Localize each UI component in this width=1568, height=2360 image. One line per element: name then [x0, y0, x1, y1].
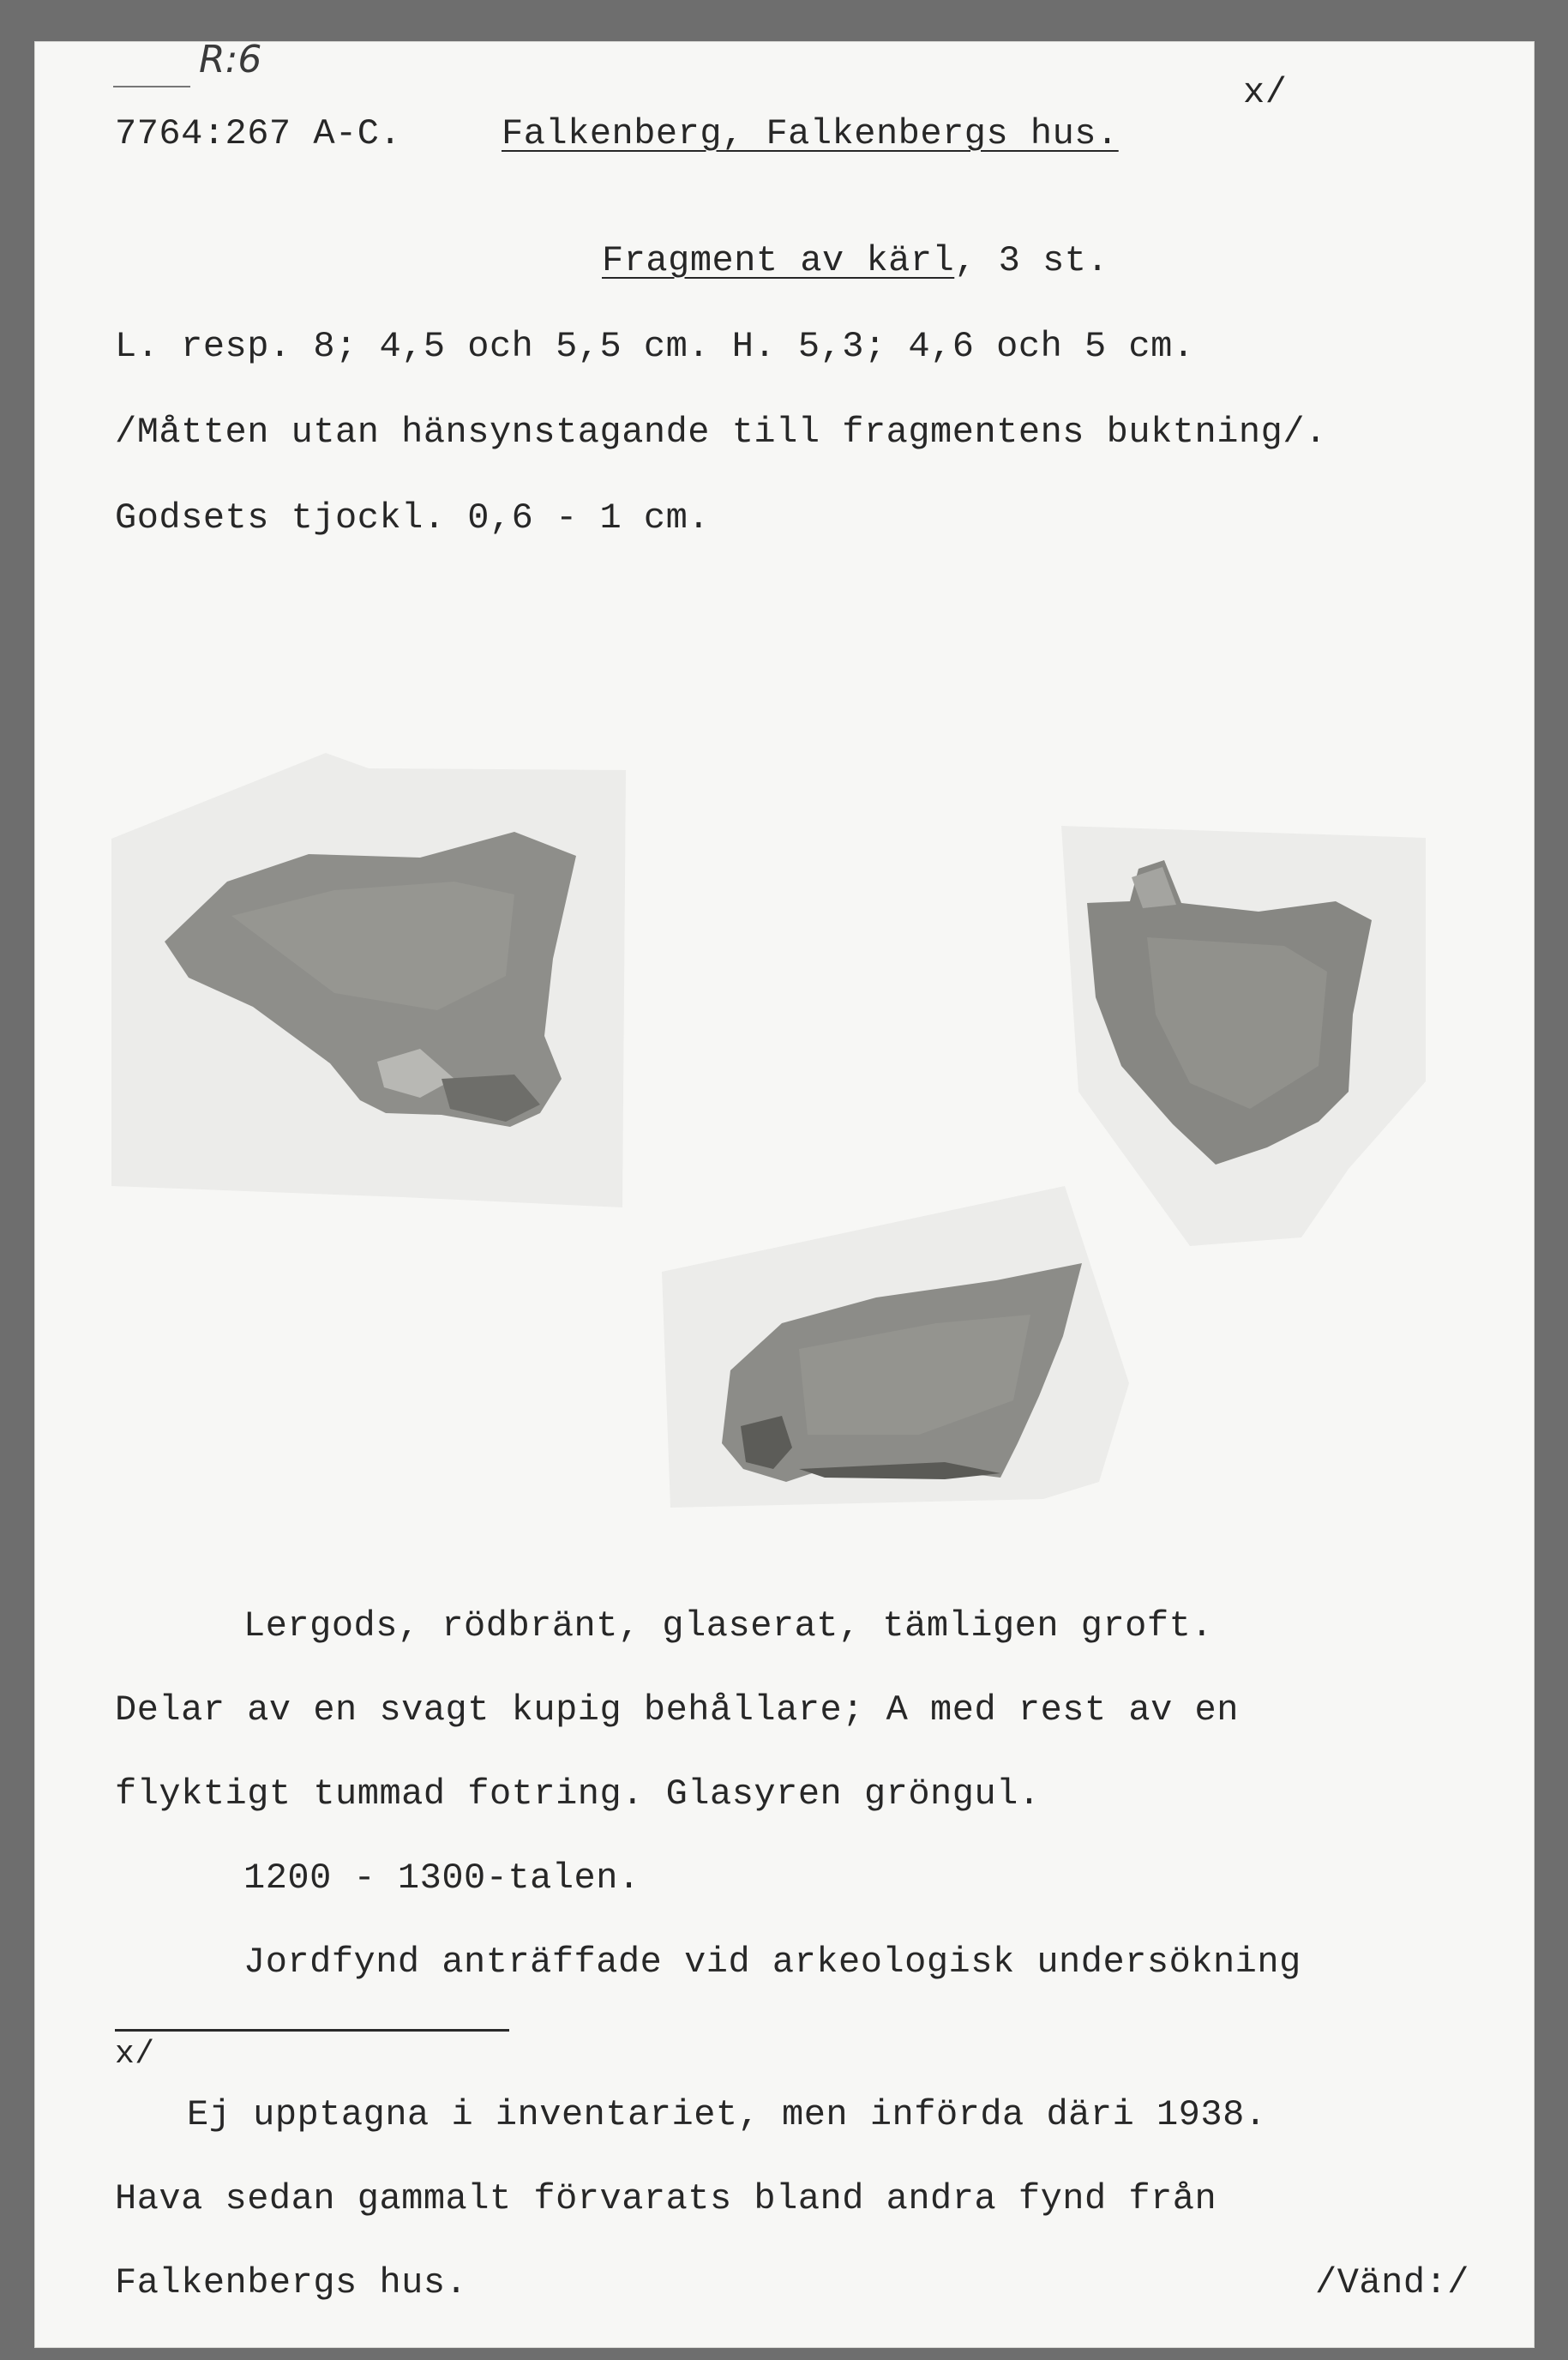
footnote-divider: [115, 2029, 509, 2032]
object-title: Fragment av kärl: [602, 240, 955, 281]
dimensions-line: L. resp. 8; 4,5 och 5,5 cm. H. 5,3; 4,6 och 5 cm.: [115, 326, 1195, 367]
corner-mark: x/: [1243, 72, 1288, 113]
location: Falkenberg, Falkenbergs hus.: [502, 113, 1119, 154]
object-count: , 3 st.: [954, 240, 1109, 281]
thickness-line: Godsets tjockl. 0,6 - 1 cm.: [115, 497, 711, 539]
footnote-line-3: Falkenbergs hus.: [115, 2262, 468, 2303]
object-heading: [602, 238, 1108, 283]
find-context: Jordfynd anträffade vid arkeologisk undersökning: [243, 1942, 1301, 1983]
catalog-card: [34, 38, 1535, 2348]
measurement-note: /Måtten utan hänsynstagande till fragmentens buktning/.: [115, 412, 1327, 453]
sherd-photo-c: [662, 1186, 1142, 1538]
description-line-2: Delar av en svagt kupig behållare; A med rest av en: [115, 1689, 1239, 1731]
date-range: 1200 - 1300-talen.: [243, 1857, 640, 1899]
description-line-1: Lergods, rödbränt, glaserat, tämligen groft.: [243, 1605, 1213, 1647]
header-stroke: [113, 86, 190, 87]
description-line-3: flyktigt tummad fotring. Glasyren gröngul.: [115, 1773, 1041, 1815]
handwritten-mark: R:6: [199, 38, 262, 81]
footnote-line-2: Hava sedan gammalt förvarats bland andra fynd från: [115, 2178, 1217, 2219]
footnote-mark: x/: [115, 2036, 155, 2073]
turn-over-note: /Vänd:/: [1315, 2262, 1469, 2303]
footnote-line-1: Ej upptagna i inventariet, men införda däri 1938.: [187, 2094, 1267, 2135]
catalog-number: 7764:267 A-C.: [115, 113, 402, 154]
sherd-photo-a: [111, 753, 669, 1207]
